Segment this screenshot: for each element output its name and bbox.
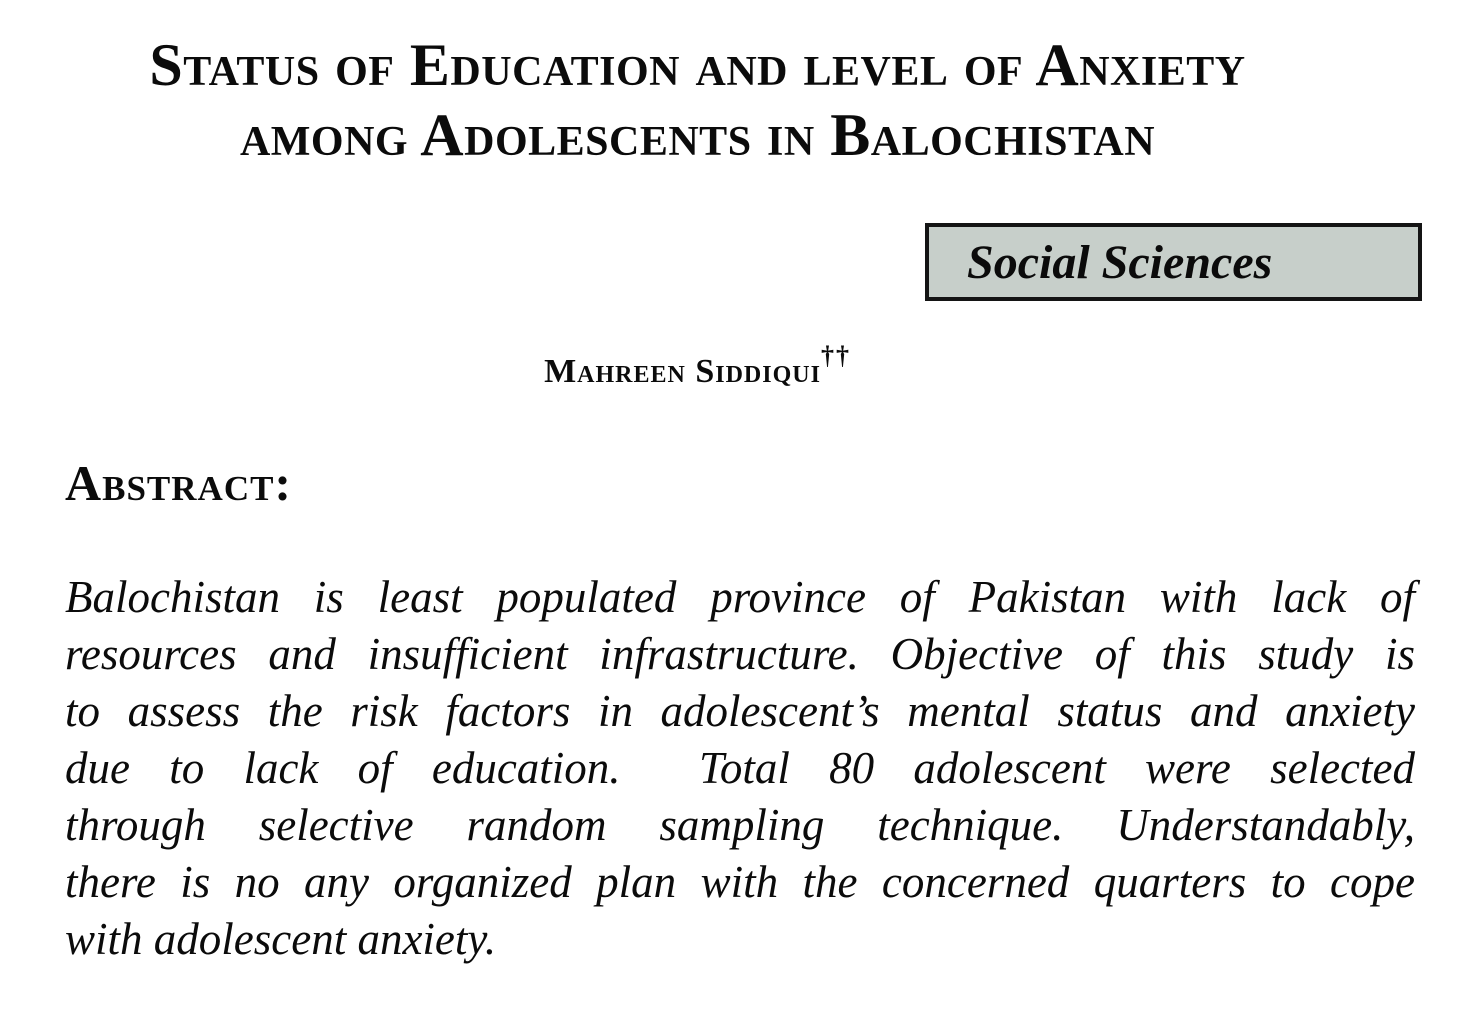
abstract-text-line: Balochistan is least populated province of Pakistan with lack of — [65, 572, 1415, 622]
author-name: Mahreen Siddiqui — [544, 353, 821, 390]
abstract-text-line: due to lack of education. Total 80 adolescent were selected — [65, 743, 1415, 793]
abstract-text-line: with adolescent anxiety. — [65, 914, 497, 964]
category-label: Social Sciences — [967, 235, 1273, 289]
abstract-body — [65, 569, 1415, 968]
author-footnote-mark: †† — [820, 341, 851, 370]
abstract-heading: Abstract: — [65, 455, 293, 511]
abstract-text-line: resources and insufficient infrastructure. Objective of this study is — [65, 629, 1415, 679]
abstract-text-line: through selective random sampling technique. Understandably, — [65, 800, 1415, 850]
paper-title-line-2: among Adolescents in Balochistan — [239, 102, 1156, 168]
category-box — [925, 223, 1422, 301]
abstract-text-line: to assess the risk factors in adolescent’s mental status and anxiety — [65, 686, 1415, 736]
paper-title — [65, 30, 1330, 170]
paper-title-line-1: Status of Education and level of Anxiety — [149, 32, 1246, 98]
author-line — [65, 341, 1330, 391]
abstract-text-line: there is no any organized plan with the concerned quarters to cope — [65, 857, 1415, 907]
